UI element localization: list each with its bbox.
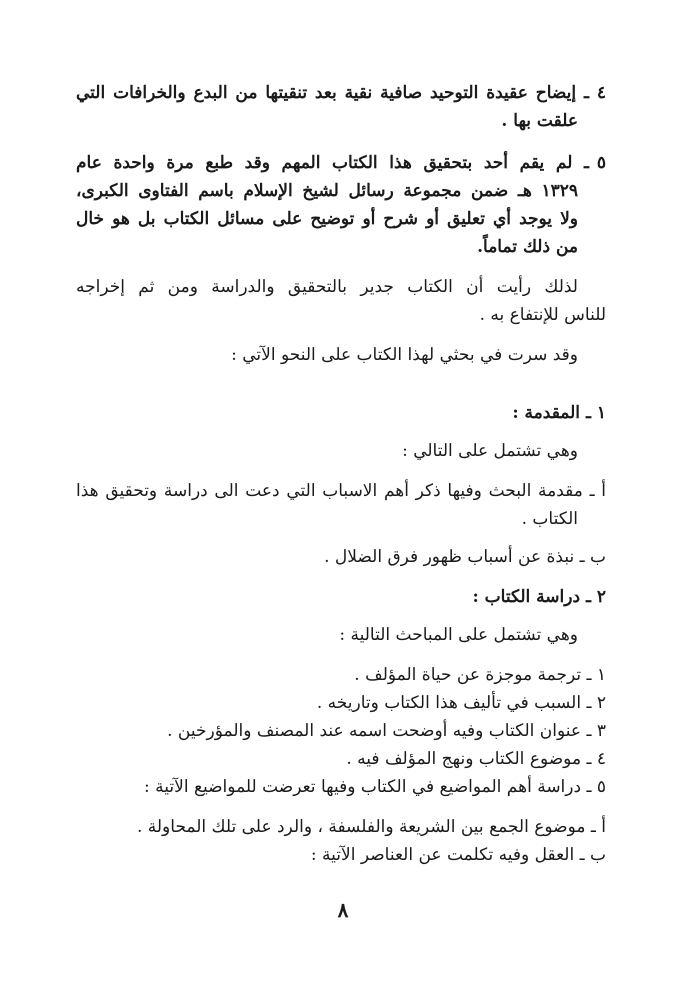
- paragraph-1-line-2: للناس للإنتفاع به .: [479, 305, 606, 325]
- section-1-heading: ١ ـ المقدمة :: [512, 403, 606, 423]
- page-number: ٨: [337, 898, 349, 922]
- section-1-item-a-line-1: أ ـ مقدمة البحث وفيها ذكر أهم الاسباب التي دعت الى دراسة وتحقيق هذا: [76, 481, 606, 501]
- section-2-intro: وهي تشتمل على المباحث التالية :: [339, 625, 578, 645]
- section-1-intro: وهي تشتمل على التالي :: [402, 441, 578, 461]
- section-2-item-1: ١ ـ ترجمة موجزة عن حياة المؤلف .: [354, 665, 606, 685]
- item-5-line-3: ولا يوجد أي تعليق أو شرح أو توضيح على مسائل الكتاب بل هو خال: [76, 209, 578, 229]
- paragraph-1-line-1: لذلك رأيت أن الكتاب جدير بالتحقيق والدراسة ومن ثم إخراجه: [76, 277, 578, 297]
- item-5-text: لم يقم أحد بتحقيق هذا الكتاب المهم وقد طبع مرة واحدة عام: [76, 153, 573, 173]
- item-4-number: ٤ ـ: [584, 83, 606, 103]
- section-2-item-5: ٥ ـ دراسة أهم المواضيع في الكتاب وفيها تعرضت للمواضيع الآتية :: [144, 777, 606, 797]
- section-2-heading: ٢ ـ دراسة الكتاب :: [472, 587, 606, 607]
- section-2-item-3: ٣ ـ عنوان الكتاب وفيه أوضحت اسمه عند المصنف والمؤرخين .: [167, 721, 606, 741]
- section-1-item-a-line-2: الكتاب .: [521, 509, 578, 529]
- item-4-line-2: علقت بها .: [501, 111, 578, 131]
- section-1-item-b: ب ـ نبذة عن أسباب ظهور فرق الضلال .: [324, 547, 606, 567]
- paragraph-2: وقد سرت في بحثي لهذا الكتاب على النحو الآتي :: [231, 345, 578, 365]
- item-5-line-4: من ذلك تماماً.: [477, 237, 578, 257]
- section-2-item-4: ٤ ـ موضوع الكتاب ونهج المؤلف فيه .: [346, 749, 606, 769]
- section-2-sub-item-a: أ ـ موضوع الجمع بين الشريعة والفلسفة ، والرد على تلك المحاولة .: [136, 817, 606, 837]
- item-5-line-1: [76, 150, 606, 176]
- item-4-text: إيضاح عقيدة التوحيد صافية نقية بعد تنقيتها من البدع والخرافات التي: [76, 83, 577, 103]
- section-2-sub-item-b: ب ـ العقل وفيه تكلمت عن العناصر الآتية :: [310, 845, 606, 865]
- section-2-item-2: ٢ ـ السبب في تأليف هذا الكتاب وتاريخه .: [316, 693, 606, 713]
- item-5-line-2: ١٣٢٩ هـ ضمن مجموعة رسائل لشيخ الإسلام باسم الفتاوى الكبرى،: [76, 181, 578, 201]
- item-5-number: ٥ ـ: [584, 153, 606, 173]
- item-4-line-1: [76, 80, 606, 106]
